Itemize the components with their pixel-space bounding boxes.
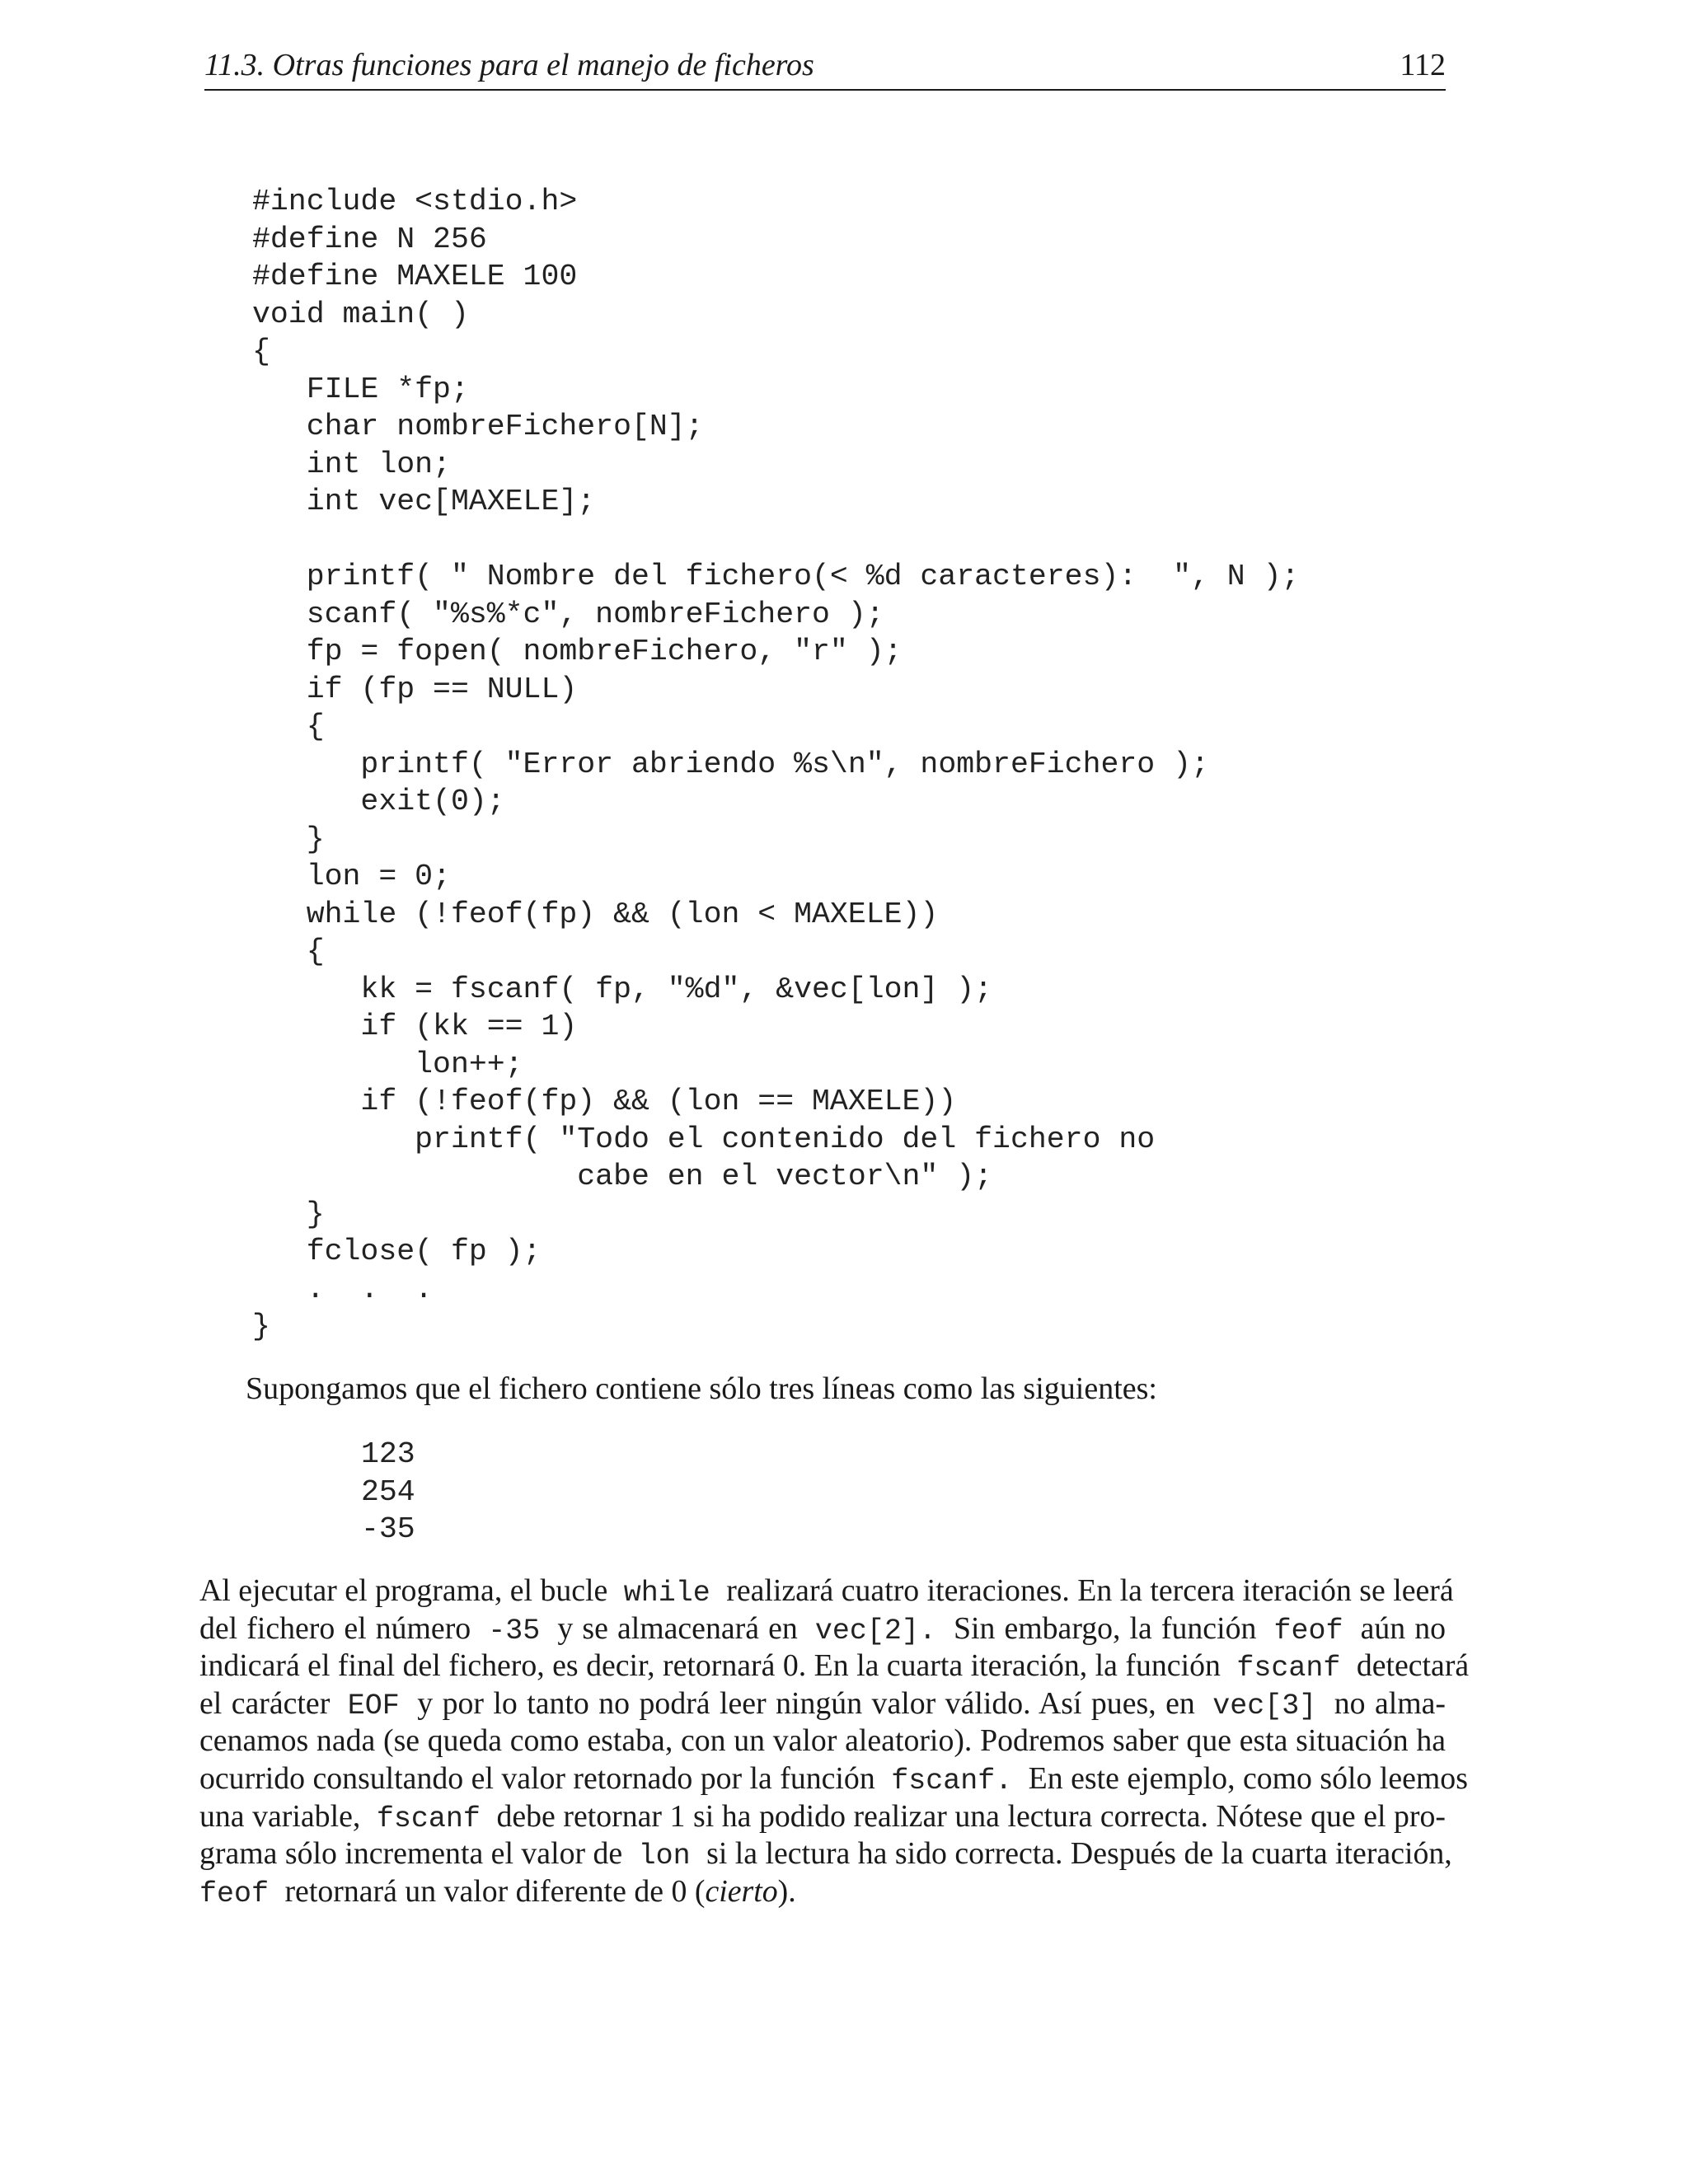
text-run: si la lectura ha sido correcta. Después de la cuarta iteración,	[706, 1836, 1452, 1872]
inline-code: while	[623, 1577, 710, 1610]
text-run: detectará	[1356, 1648, 1470, 1684]
text-run: Sin embargo, la función	[953, 1610, 1257, 1646]
inline-code: feof	[199, 1877, 270, 1910]
code-line: lon = 0;	[252, 860, 451, 893]
code-line: void main( )	[252, 297, 469, 331]
section-title: 11.3. Otras funciones para el manejo de ficheros	[204, 48, 814, 82]
code-line: {	[252, 335, 270, 368]
text-run: ).	[777, 1873, 796, 1909]
code-line: char nombreFichero[N];	[252, 410, 704, 443]
code-line: }	[252, 822, 325, 856]
code-line: if (!feof(fp) && (lon == MAXELE))	[252, 1085, 957, 1118]
code-line: int lon;	[252, 447, 451, 481]
text-run: ocurrido consultando el valor retornado por la función	[199, 1760, 875, 1796]
code-line: }	[252, 1310, 270, 1343]
paragraph-line	[199, 1835, 1452, 1873]
file-line: 254	[361, 1474, 415, 1509]
code-line: cabe en el vector\n" );	[252, 1160, 993, 1193]
code-line: }	[252, 1197, 325, 1231]
inline-code: -35	[488, 1614, 541, 1647]
text-run: grama sólo incrementa el valor de	[199, 1836, 623, 1872]
inline-code: EOF	[347, 1689, 400, 1722]
text-run: En este ejemplo, como sólo leemos	[1028, 1760, 1468, 1796]
page-number: 112	[1400, 48, 1446, 82]
code-line	[252, 521, 1299, 559]
italic-text: cierto	[705, 1873, 778, 1909]
code-line: printf( "Error abriendo %s\n", nombreFichero );	[252, 747, 1209, 781]
code-line: if (kk == 1)	[252, 1010, 578, 1043]
text-run: Al ejecutar el programa, el bucle	[199, 1573, 608, 1608]
paragraph-line	[199, 1572, 1454, 1610]
code-line: {	[252, 935, 325, 968]
text-run: no alma-	[1334, 1685, 1446, 1721]
code-line: FILE *fp;	[252, 372, 469, 406]
code-line: kk = fscanf( fp, "%d", &vec[lon] );	[252, 972, 993, 1006]
code-line: #include <stdio.h>	[252, 185, 578, 218]
text-run: una variable,	[199, 1798, 361, 1834]
inline-code: feof	[1273, 1614, 1343, 1647]
paragraph-line	[199, 1647, 1470, 1685]
code-line: {	[252, 710, 325, 743]
paragraph-line	[199, 1760, 1468, 1798]
text-run: debe retornar 1 si ha podido realizar una lectura correcta. Nótese que el pro-	[496, 1798, 1446, 1834]
file-line: 123	[361, 1437, 415, 1471]
paragraph-line	[199, 1873, 1446, 1911]
code-line: fclose( fp );	[252, 1235, 542, 1268]
running-header	[204, 43, 1446, 91]
paragraph-line	[199, 1610, 1446, 1648]
inline-code: vec[3]	[1212, 1689, 1317, 1722]
paragraph-line	[199, 1685, 1446, 1723]
inline-code: fscanf.	[891, 1764, 1013, 1797]
file-line: -35	[361, 1512, 415, 1546]
code-line: #define N 256	[252, 222, 487, 256]
explanation-paragraph	[199, 1572, 1470, 1910]
inline-code: fscanf	[376, 1802, 481, 1835]
text-run: y por lo tanto no podrá leer ningún valor válido. Así pues, en	[417, 1685, 1195, 1721]
paragraph-line	[199, 1722, 1446, 1760]
code-line: while (!feof(fp) && (lon < MAXELE))	[252, 897, 939, 931]
code-line: fp = fopen( nombreFichero, "r" );	[252, 635, 903, 668]
text-run: realizará cuatro iteraciones. En la tercera iteración se leerá	[726, 1573, 1454, 1608]
file-contents-listing	[361, 1436, 415, 1549]
text-run: retornará un valor diferente de 0 (	[284, 1873, 706, 1909]
text-run: cenamos nada (se queda como estaba, con un valor aleatorio). Podremos saber que esta situación ha	[199, 1723, 1446, 1759]
code-line: printf( " Nombre del fichero(< %d caracteres): ", N );	[252, 560, 1300, 593]
inline-code: vec[2].	[814, 1614, 936, 1647]
code-line: scanf( "%s%*c", nombreFichero );	[252, 597, 884, 631]
code-line: int vec[MAXELE];	[252, 485, 596, 518]
inline-code: lon	[638, 1840, 691, 1873]
code-listing	[252, 183, 1299, 1346]
code-line: . . .	[252, 1272, 434, 1306]
intro-text: Supongamos que el fichero contiene sólo tres líneas como las siguientes:	[246, 1371, 1157, 1406]
text-run: el carácter	[199, 1685, 331, 1721]
code-line: exit(0);	[252, 785, 505, 818]
paragraph-line	[199, 1798, 1446, 1836]
text-run: aún no	[1360, 1610, 1447, 1646]
code-line: printf( "Todo el contenido del fichero no	[252, 1122, 1156, 1156]
code-line: if (fp == NULL)	[252, 672, 578, 706]
text-run: indicará el final del fichero, es decir, retornará 0. En la cuarta iteración, la función	[199, 1648, 1221, 1684]
code-line: lon++;	[252, 1047, 523, 1081]
code-line: #define MAXELE 100	[252, 260, 578, 293]
inline-code: fscanf	[1236, 1652, 1341, 1685]
text-run: y se almacenará en	[557, 1610, 798, 1646]
text-run: del fichero el número	[199, 1610, 471, 1646]
